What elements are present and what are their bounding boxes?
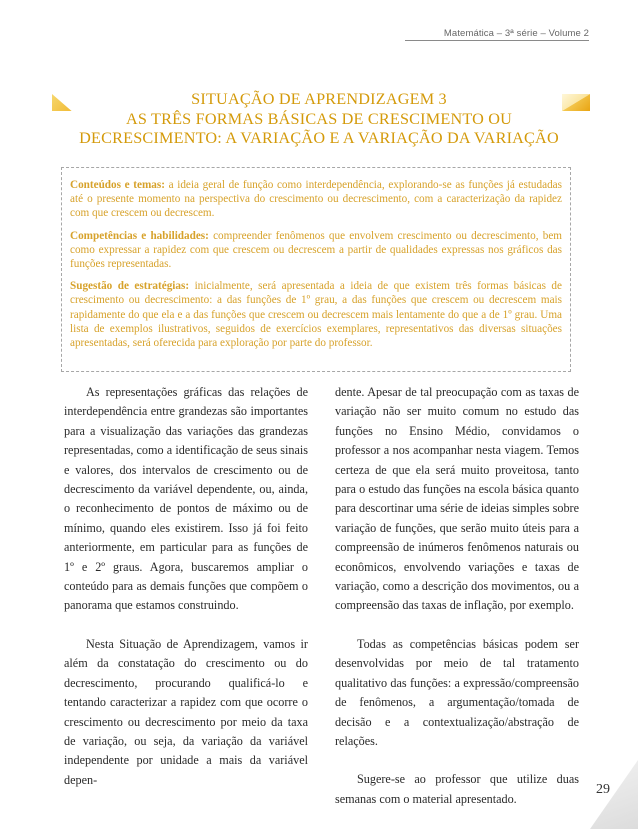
section-title: [60, 90, 578, 149]
strategies-label: Sugestão de estratégias:: [70, 280, 190, 293]
left-column: [64, 383, 308, 809]
running-header: Matemática – 3ª série – Volume 2: [443, 28, 589, 39]
right-paragraph-3: Sugere-se ao professor que utilize duas semanas com o material apresentado.: [335, 772, 579, 806]
skills-label: Competências e habilidades:: [70, 229, 209, 242]
right-paragraph-1: dente. Apesar de tal preocupação com as taxas de variação não ser muito comum no estudo das funções no Ensino Médio, convidamos o professor a nos acompanhar nesta viagem. Temos certeza de que ela será muito proveitosa, tanto para o estudo das funções na escola básica quanto para descortinar uma série de ideias simples sobre variação de funções, que serão muito úteis para a compreensão de inúmeros fenômenos naturais ou econômicos, envolvendo variações e taxas de variação, como a descrição dos movimentos, ou a compreensão das taxas de inflação, por exemplo.: [335, 385, 579, 613]
left-paragraph-1: As representações gráficas das relações de interdependência entre grandezas são importantes para a visualização das variações das grandezas representadas, como a identificação de seus sinais e valores, dos intervalos de crescimento ou de decrescimento da variável dependente, ou, ainda, o reconhecimento de pontos de máximo ou de mínimo, quando eles existirem. Isso já foi feito anteriormente, em particular para as funções de 1º e 2º graus. Agora, buscaremos ampliar o conteúdo para as demais funções que compõem o panorama que estamos construindo.: [64, 385, 308, 613]
contents-paragraph: [70, 178, 562, 221]
section-title-line-2: AS TRÊS FORMAS BÁSICAS DE CRESCIMENTO OU: [125, 109, 513, 128]
strategies-paragraph: [70, 279, 562, 350]
section-title-line-3: DECRESCIMENTO: A VARIAÇÃO E A VARIAÇÃO DA VARIAÇÃO: [79, 129, 559, 147]
header-rule: [405, 40, 589, 41]
skills-paragraph: [70, 229, 562, 272]
right-column: [335, 383, 579, 828]
right-paragraph-2: Todas as competências básicas podem ser desenvolvidas por meio de tal tratamento qualitativo das funções: a expressão/compreensão de fenômenos, a argumentação/tomada de decisão e a contextualização/abstração de relações.: [335, 636, 579, 748]
contents-text: a ideia geral de função como interdependência, explorando-se as funções já estudadas até o presente momento na perspectiva do crescimento ou decrescimento, com a caracterização da rapidez com que crescem ou decrescem.: [70, 179, 562, 220]
page-number: 29: [596, 782, 610, 797]
strategies-text: inicialmente, será apresentada a ideia de que existem três formas básicas de crescimento ou decrescimento: a das funções de 1º grau, a das funções que crescem ou decrescem mais rapidamente do que ela e a das funções que crescem ou decrescem mais lentamente do que a de 1º grau. Uma lista de exemplos ilustrativos, seguidos de exercícios exemplares, representativos das diversas situações apresentadas, será oferecida para exploração por parte do professor.: [70, 280, 562, 350]
section-title-line-1: SITUAÇÃO DE APRENDIZAGEM 3: [191, 90, 447, 108]
left-paragraph-2: Nesta Situação de Aprendizagem, vamos ir além da constatação do crescimento ou do decrescimento, procurando qualificá-lo e tentando caracterizar a rapidez com que ocorre o crescimento ou decrescimento por meio da taxa de variação, ou seja, da variação da variável independente por unidade a mais da variável depen-: [64, 636, 308, 787]
contents-label: Conteúdos e temas:: [70, 179, 165, 191]
skills-text: compreender fenômenos que envolvem crescimento ou decrescimento, bem como expressar a rapidez com que crescem ou decrescem a partir de qualidades expressas nos gráficos das funções representadas.: [70, 229, 562, 271]
summary-box: [61, 167, 571, 372]
